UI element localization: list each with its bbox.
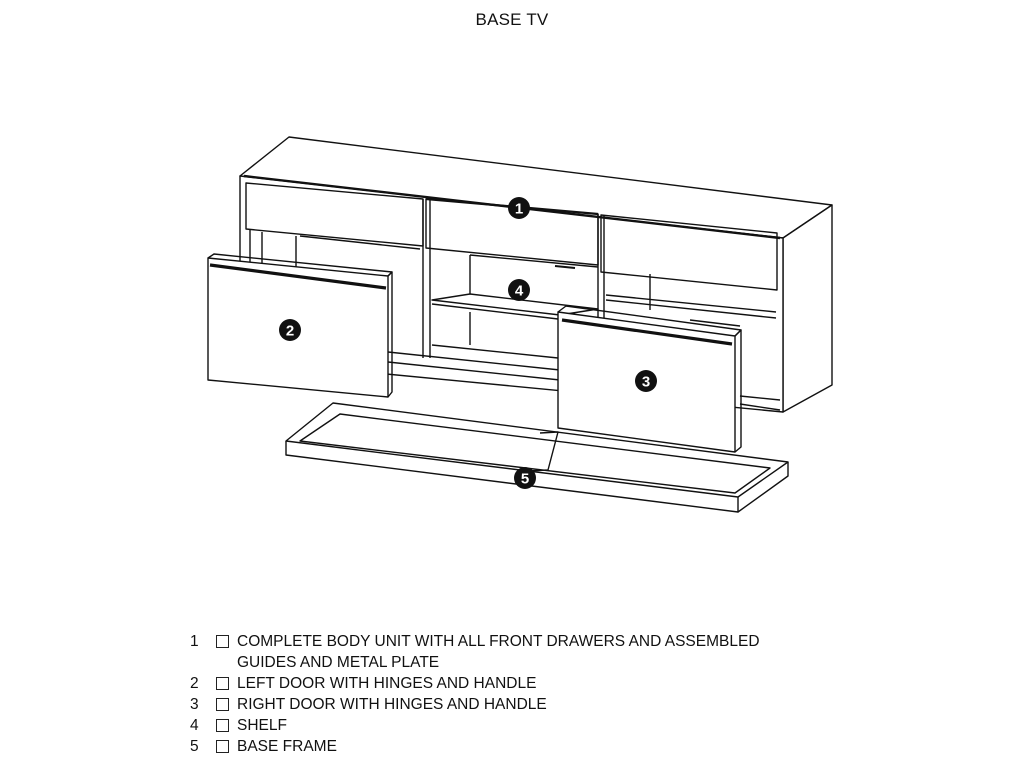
checkbox-square-icon (216, 740, 229, 753)
callout-5 (514, 467, 536, 489)
callout-1 (508, 197, 530, 219)
part-number: 3 (190, 696, 199, 713)
part-description: BASE FRAME (237, 738, 337, 755)
callout-4 (508, 279, 530, 301)
part-number: 4 (190, 717, 199, 734)
parts-list-item (190, 694, 807, 715)
part-description: RIGHT DOOR WITH HINGES AND HANDLE (237, 696, 547, 713)
svg-text:1: 1 (514, 200, 524, 218)
svg-text:3: 3 (641, 373, 651, 391)
part-number: 5 (190, 738, 199, 755)
parts-list-item (190, 631, 807, 673)
page-title: BASE TV (475, 10, 549, 29)
parts-list (190, 631, 807, 757)
checkbox-square-icon (216, 698, 229, 711)
part-description: LEFT DOOR WITH HINGES AND HANDLE (237, 675, 537, 692)
cabinet-right-side (783, 205, 832, 412)
svg-text:5: 5 (520, 470, 530, 488)
svg-text:4: 4 (514, 282, 524, 300)
parts-list-item (190, 715, 807, 736)
part-description: COMPLETE BODY UNIT WITH ALL FRONT DRAWERS AND ASSEMBLED GUIDES AND METAL PLATE (237, 633, 760, 671)
parts-list-item (190, 736, 807, 757)
callout-2 (279, 319, 301, 341)
svg-text:2: 2 (285, 322, 295, 340)
callout-3 (635, 370, 657, 392)
checkbox-square-icon (216, 719, 229, 732)
part-number: 2 (190, 675, 199, 692)
part-description: SHELF (237, 717, 287, 734)
parts-list-item (190, 673, 807, 694)
checkbox-square-icon (216, 635, 229, 648)
part-number: 1 (190, 633, 199, 650)
checkbox-square-icon (216, 677, 229, 690)
